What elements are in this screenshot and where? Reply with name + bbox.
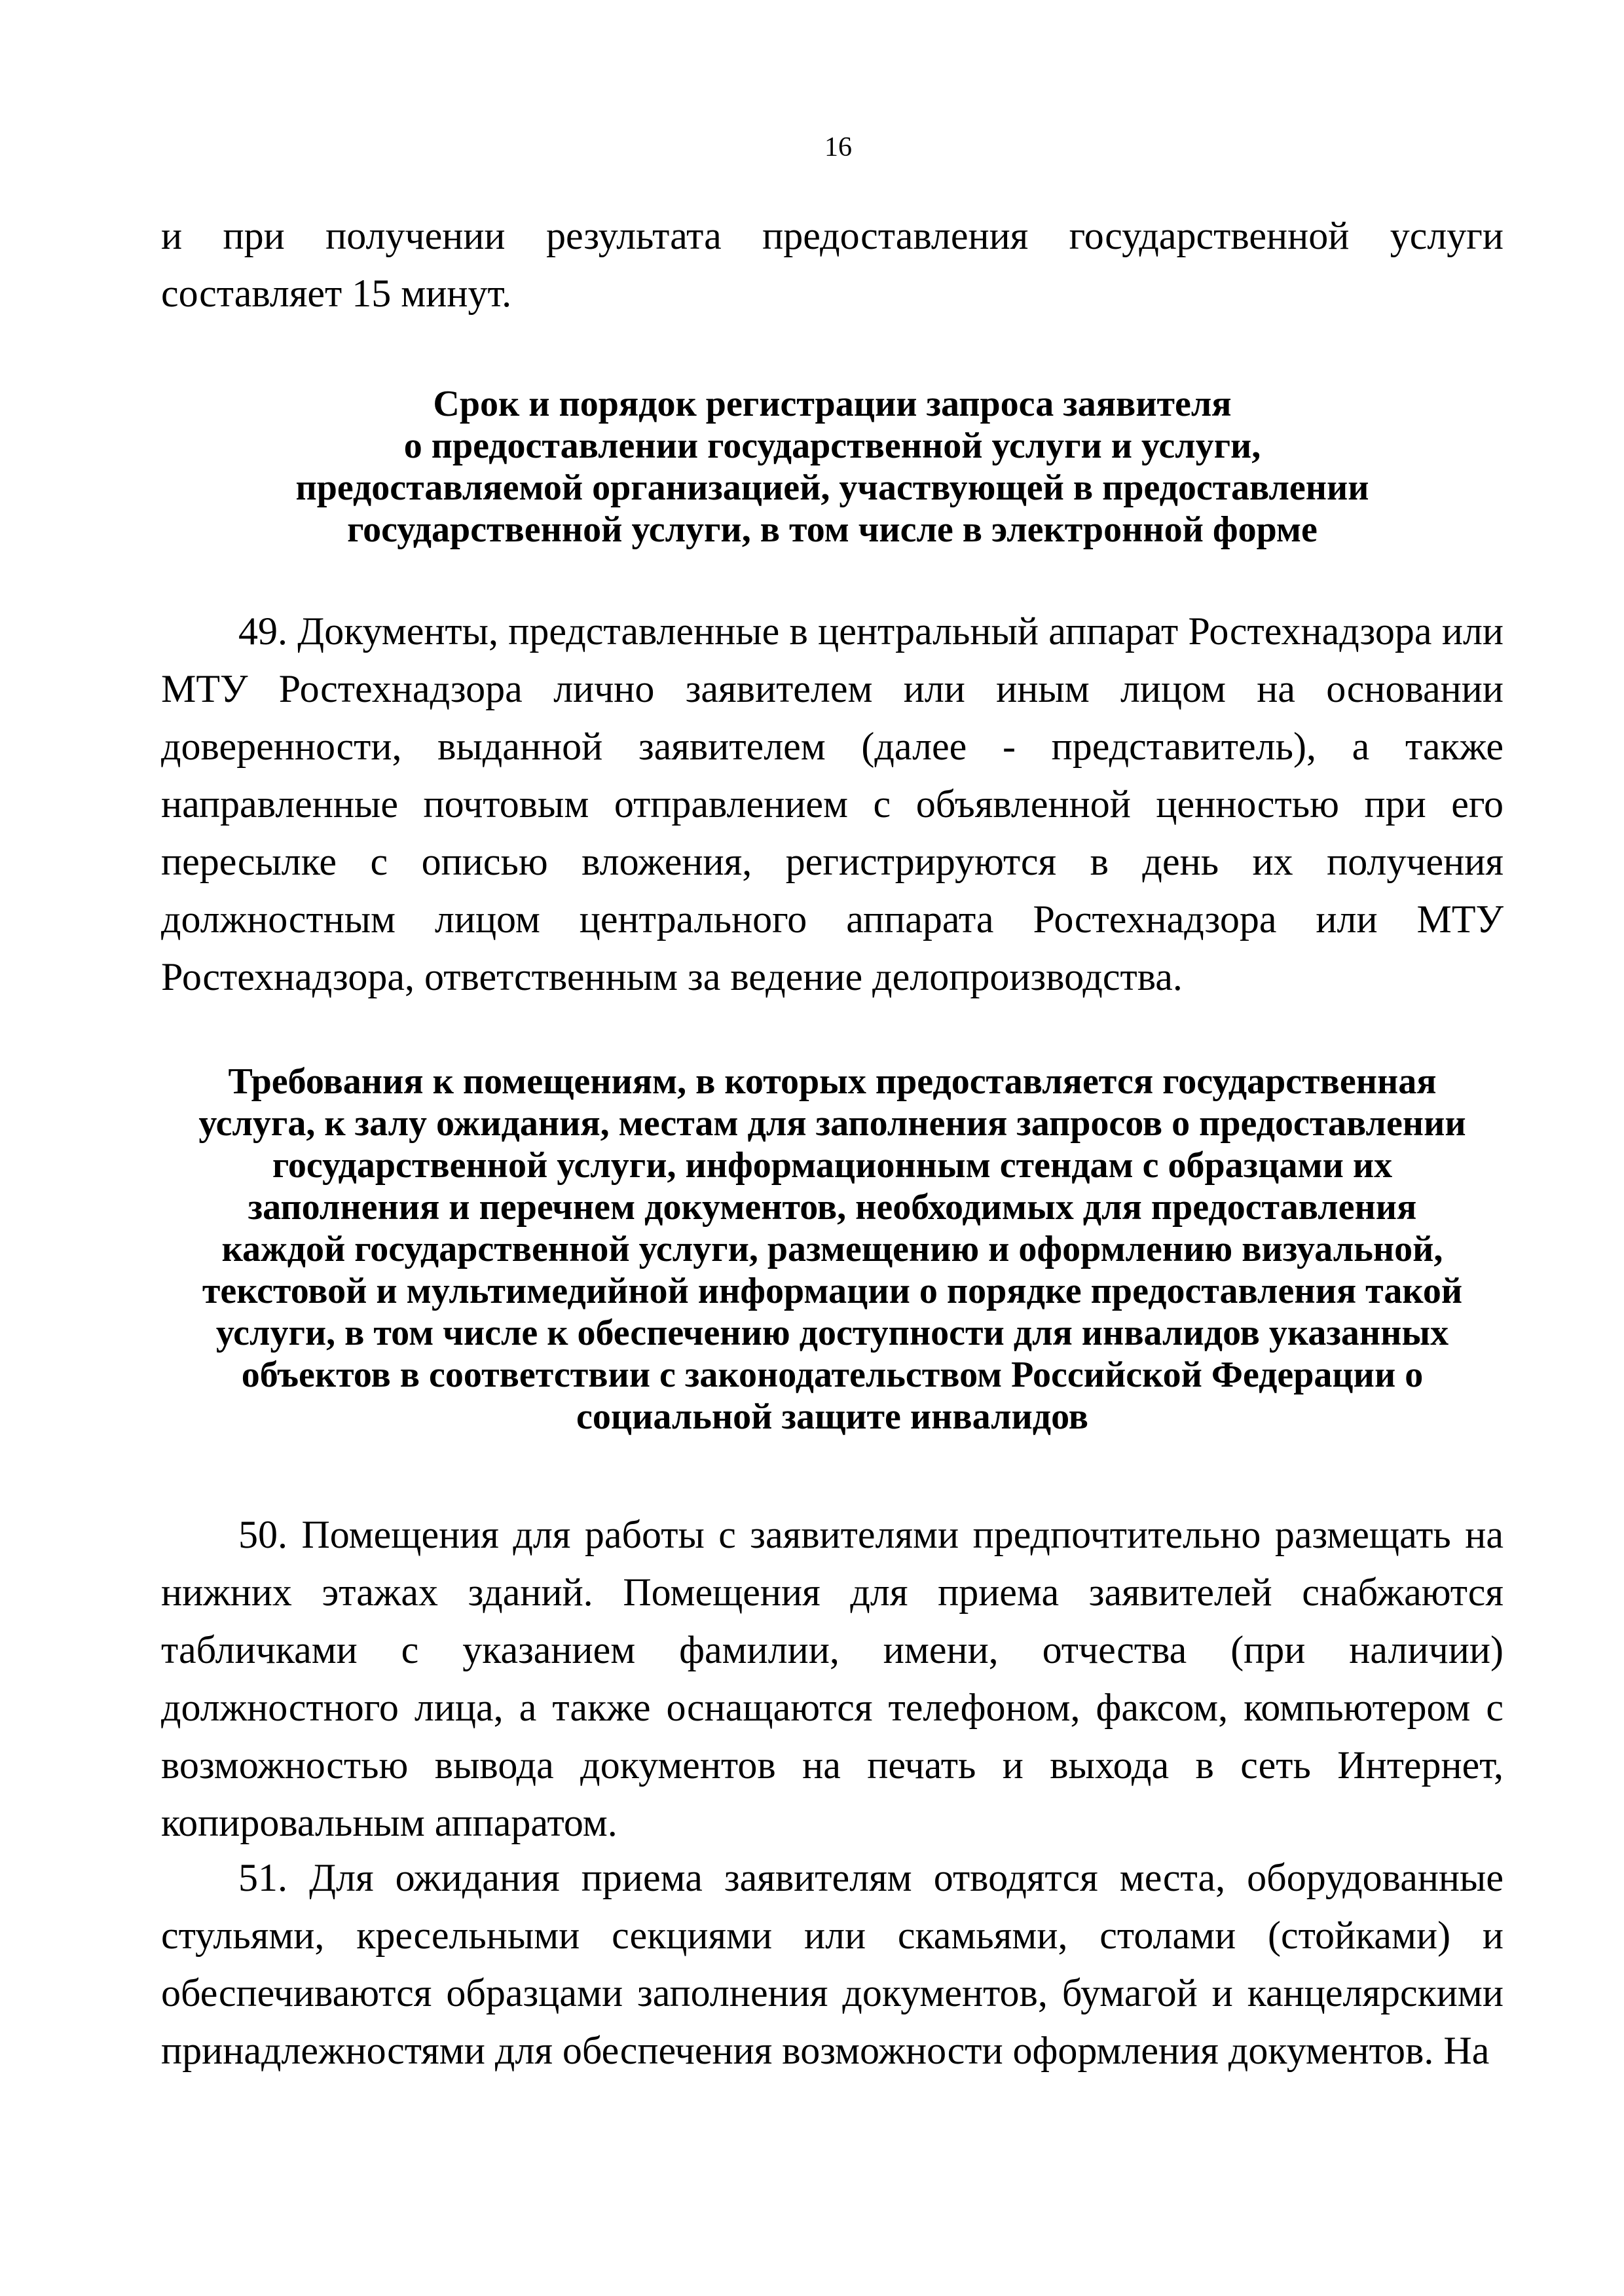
- heading-line: государственной услуги, в том числе в электронной форме: [347, 509, 1318, 550]
- heading-line: Срок и порядок регистрации запроса заявителя: [433, 384, 1232, 424]
- heading-line: текстовой и мультимедийной информации о порядке предоставления такой: [202, 1271, 1463, 1311]
- paragraph-50: 50. Помещения для работы с заявителями предпочтительно размещать на нижних этажах зданий. Помещения для приема заявителей снабжаются табличками с указанием фамилии, имени, отчества (при наличии) должностного лица, а также оснащаются телефоном, факсом, компьютером с возможностью вывода документов на печать и выхода в сеть Интернет, копировальным аппаратом.: [161, 1513, 1504, 1844]
- heading-line: заполнения и перечнем документов, необходимых для предоставления: [248, 1187, 1417, 1228]
- heading-line: услуги, в том числе к обеспечению доступности для инвалидов указанных: [215, 1313, 1449, 1353]
- heading-line: услуга, к залу ожидания, местам для заполнения запросов о предоставлении: [198, 1103, 1466, 1144]
- heading-line: социальной защите инвалидов: [576, 1396, 1088, 1437]
- heading-line: предоставляемой организацией, участвующей в предоставлении: [295, 467, 1369, 508]
- section-heading-registration: [161, 383, 1504, 551]
- page-number: 16: [824, 132, 852, 162]
- paragraph-49: 49. Документы, представленные в центральный аппарат Ростехнадзора или МТУ Ростехнадзора лично заявителем или иным лицом на основании доверенности, выданной заявителем (далее - представитель), а также направленные почтовым отправлением с объявленной ценностью при его пересылке с описью вложения, регистрируются в день их получения должностным лицом центрального аппарата Ростехнадзора или МТУ Ростехнадзора, ответственным за ведение делопроизводства.: [161, 610, 1504, 998]
- paragraph-51: 51. Для ожидания приема заявителям отводятся места, оборудованные стульями, кресельными секциями или скамьями, столами (стойками) и обеспечиваются образцами заполнения документов, бумагой и канцелярскими принадлежностями для обеспечения возможности оформления документов. На: [161, 1856, 1504, 2072]
- heading-line: государственной услуги, информационным стендам с образцами их: [272, 1145, 1393, 1186]
- heading-line: объектов в соответствии с законодательством Российской Федерации о: [241, 1355, 1424, 1395]
- heading-line: Требования к помещениям, в которых предоставляется государственная: [228, 1061, 1437, 1102]
- heading-line: каждой государственной услуги, размещению и оформлению визуальной,: [221, 1229, 1443, 1269]
- heading-line: о предоставлении государственной услуги и услуги,: [403, 426, 1261, 466]
- continuation-paragraph: и при получении результата предоставления государственной услуги составляет 15 минут.: [161, 214, 1504, 315]
- section-heading-premises: [161, 1061, 1504, 1438]
